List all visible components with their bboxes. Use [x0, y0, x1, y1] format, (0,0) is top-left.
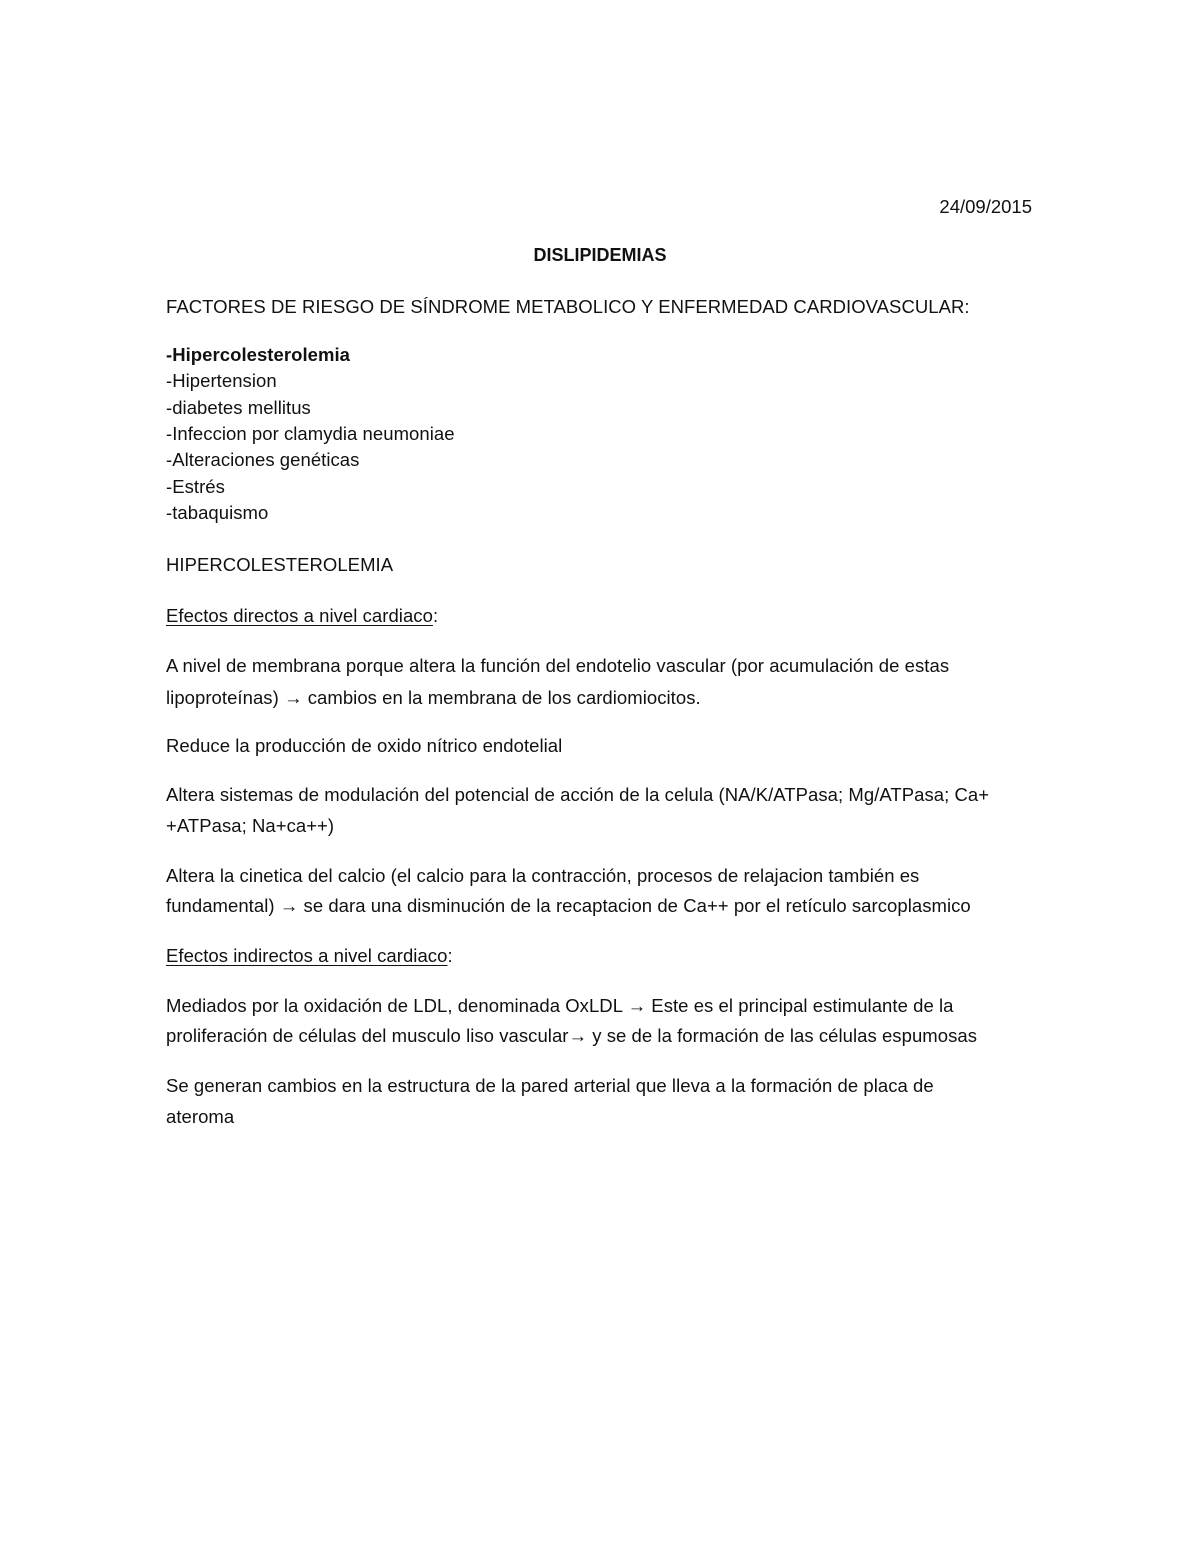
section-heading: HIPERCOLESTEROLEMIA [166, 554, 394, 575]
factor-item-estres: -Estrés [166, 476, 225, 497]
document-date: 24/09/2015 [939, 196, 1032, 217]
factor-item-alteraciones: -Alteraciones genéticas [166, 449, 360, 470]
indirect-effects-heading-text: Efectos indirectos a nivel cardiaco [166, 945, 448, 966]
factor-item-infeccion: -Infeccion por clamydia neumoniae [166, 423, 455, 444]
direct-p1-line1: A nivel de membrana porque altera la función del endotelio vascular (por acumulación de estas [166, 655, 950, 676]
indirect-effects-heading-colon: : [447, 945, 453, 966]
indirect-p1-line2: proliferación de células del musculo liso vascular→ y se de la formación de las células espumosas [166, 1025, 978, 1046]
indirect-p2-line1: Se generan cambios en la estructura de la pared arterial que lleva a la formación de placa de [166, 1075, 934, 1096]
direct-p3-line2: +ATPasa; Na+ca++) [166, 815, 335, 836]
document-title: DISLIPIDEMIAS [533, 245, 667, 265]
factor-item-hipertension: -Hipertension [166, 370, 277, 391]
indirect-effects-heading [166, 943, 453, 969]
direct-effects-heading-colon: : [432, 605, 439, 626]
indirect-p1-line1: Mediados por la oxidación de LDL, denominada OxLDL → Este es el principal estimulante de la [166, 995, 954, 1016]
direct-p4-line2: fundamental) → se dara una disminución de la recaptacion de Ca++ por el retículo sarcoplasmico [166, 895, 971, 916]
direct-p1-line2: lipoproteínas) → cambios en la membrana de los cardiomiocitos. [166, 687, 701, 708]
direct-p4-line1: Altera la cinetica del calcio (el calcio para la contracción, procesos de relajacion también es [166, 865, 920, 886]
indirect-p2-line2: ateroma [166, 1106, 235, 1127]
factor-item-diabetes: -diabetes mellitus [166, 397, 311, 418]
factors-heading: FACTORES DE RIESGO DE SÍNDROME METABOLICO Y ENFERMEDAD CARDIOVASCULAR: [166, 296, 970, 317]
direct-p2: Reduce la producción de oxido nítrico endotelial [166, 735, 563, 756]
direct-p3-line1: Altera sistemas de modulación del potencial de acción de la celula (NA/K/ATPasa; Mg/ATPasa; Ca+ [166, 784, 990, 805]
direct-effects-heading [166, 603, 438, 629]
direct-effects-heading-text: Efectos directos a nivel cardiaco [166, 605, 433, 626]
factor-item-hipercolesterolemia: -Hipercolesterolemia [166, 344, 351, 365]
factor-item-tabaquismo: -tabaquismo [166, 502, 269, 523]
